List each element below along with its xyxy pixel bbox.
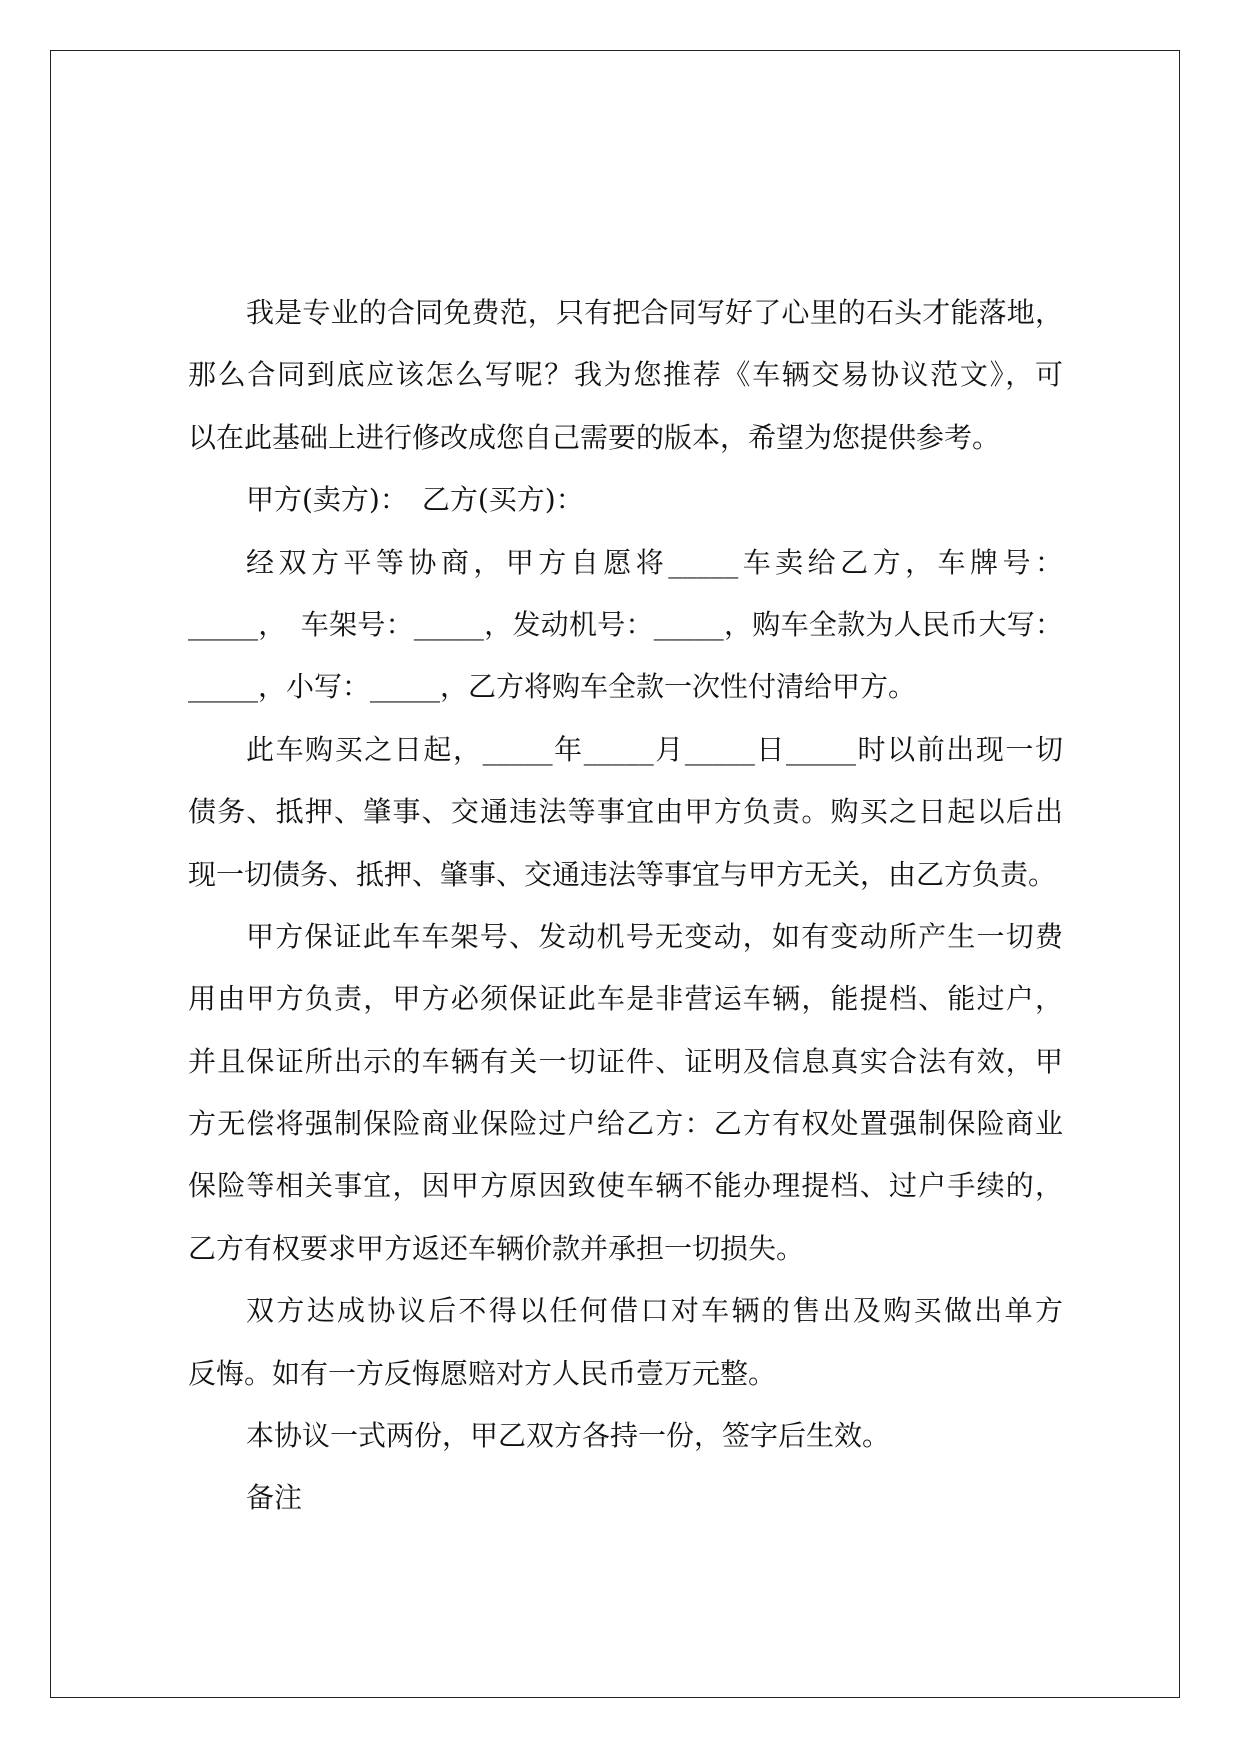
text-line: 甲方保证此车车架号、发动机号无变动，如有变动所产生一切费 xyxy=(246,919,1063,953)
text-line: 此车购买之日起，_____年_____月_____日_____时以前出现一切 xyxy=(246,732,1063,766)
text-line: _____， 车架号：_____，发动机号：_____，购车全款为人民币大写： xyxy=(188,607,1063,641)
text-line: 债务、抵押、肇事、交通违法等事宜由甲方负责。购买之日起以后出 xyxy=(188,795,1063,829)
text-line: 反悔。如有一方反悔愿赔对方人民币壹万元整。 xyxy=(188,1356,777,1390)
text-line: 现一切债务、抵押、肇事、交通违法等事宜与甲方无关，由乙方负责。 xyxy=(188,857,1057,891)
text-line: 双方达成协议后不得以任何借口对车辆的售出及购买做出单方 xyxy=(246,1294,1063,1328)
text-line: 并且保证所出示的车辆有关一切证件、证明及信息真实合法有效，甲 xyxy=(188,1044,1063,1078)
text-line: 乙方有权要求甲方返还车辆价款并承担一切损失。 xyxy=(188,1231,805,1265)
text-line: 保险等相关事宜，因甲方原因致使车辆不能办理提档、过户手续的， xyxy=(188,1169,1063,1203)
text-line: 备注 xyxy=(246,1481,303,1515)
text-line: 甲方(卖方)： 乙方(买方)： xyxy=(246,483,584,517)
text-line: 我是专业的合同免费范，只有把合同写好了心里的石头才能落地， xyxy=(246,296,1063,329)
text-line: 本协议一式两份，甲乙双方各持一份，签字后生效。 xyxy=(246,1419,891,1453)
text-line: 那么合同到底应该怎么写呢？我为您推荐《车辆交易协议范文》，可 xyxy=(188,358,1063,392)
text-line: _____，小写：_____，乙方将购车全款一次性付清给甲方。 xyxy=(188,670,917,704)
text-line: 经双方平等协商，甲方自愿将_____车卖给乙方，车牌号： xyxy=(246,545,1063,579)
document-body xyxy=(188,282,1063,1530)
text-line: 方无偿将强制保险商业保险过户给乙方：乙方有权处置强制保险商业 xyxy=(188,1107,1063,1141)
text-line: 用由甲方负责，甲方必须保证此车是非营运车辆，能提档、能过户， xyxy=(188,982,1063,1016)
text-line: 以在此基础上进行修改成您自己需要的版本，希望为您提供参考。 xyxy=(188,420,1001,454)
